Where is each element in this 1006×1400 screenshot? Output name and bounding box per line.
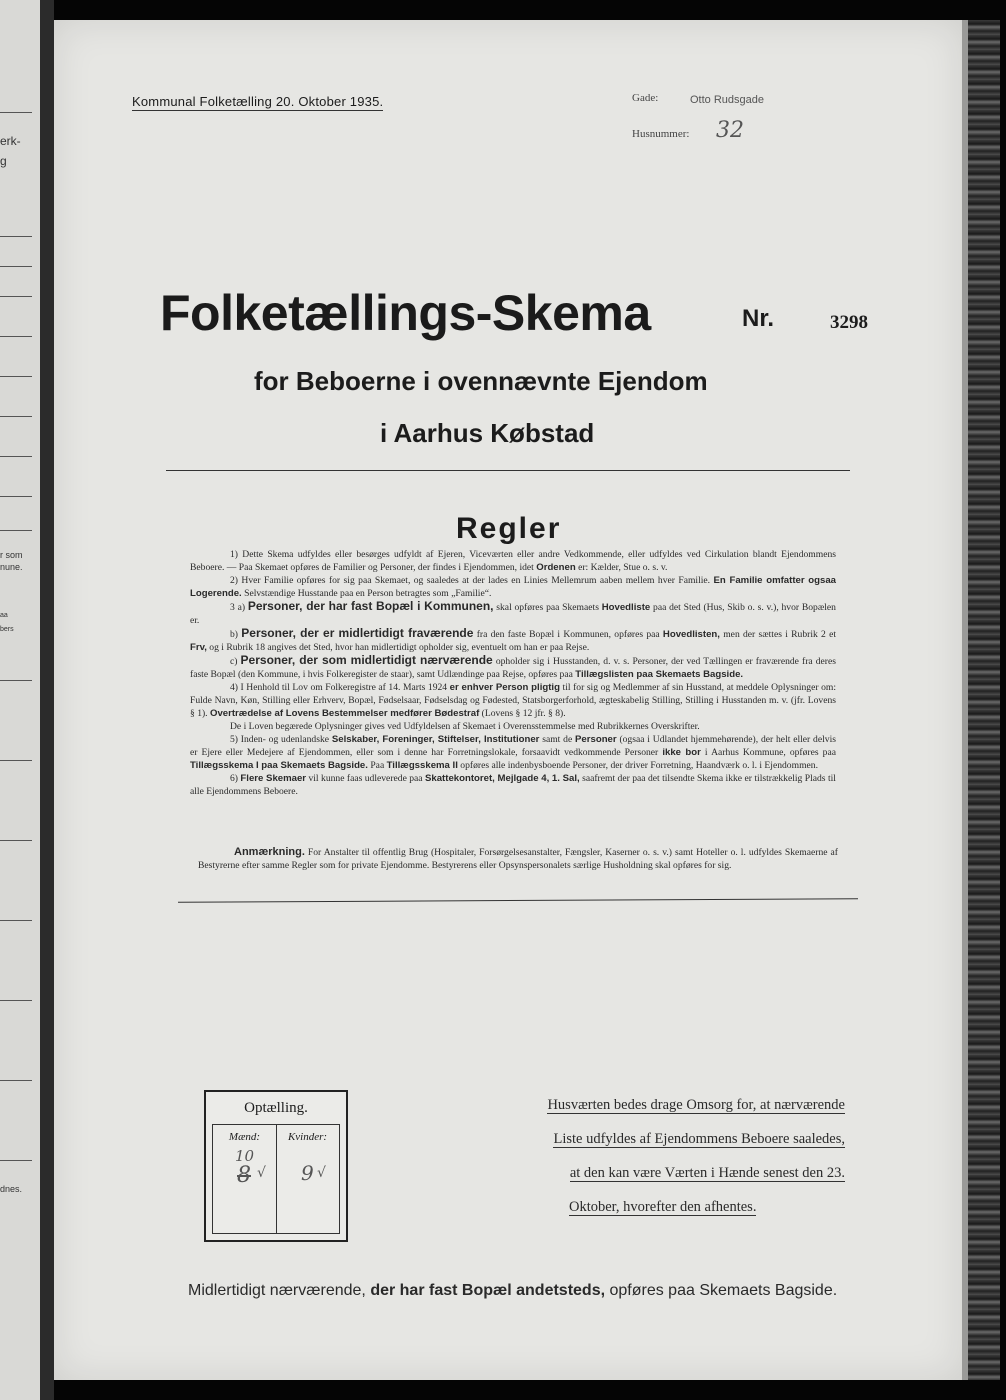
left-page-fragment: r som [0, 550, 23, 560]
page-edge [962, 20, 968, 1380]
rule-4: 4) I Henhold til Lov om Folkeregistre af 14. Marts 1924 er enhver Person pligtig til for sig og Medlemmer af sin Husstand, at meddele Oplysninger om: Fulde Navn, Køn, Stilling eller Erhverv, Bopæl, Fødselsaar, Fødselsdag og Fødested, Statsborgerforhold, ægteskabelig Stilling, Stilling i Husstanden m. v. (jfr. Lovens § 1). Overtrædelse af Lovens Bestemmelser medfører Bødestraf (Lovens § 12 jfr. § 8). [190, 682, 837, 719]
women-count: 9 [301, 1161, 314, 1185]
left-page-fragment: dnes. [0, 1184, 23, 1194]
ruled-line [0, 920, 32, 921]
check-mark-icon: √ [317, 1165, 326, 1181]
ruled-line [0, 680, 32, 681]
count-box [204, 1090, 348, 1242]
left-page-edge [0, 0, 40, 1400]
footer-note: Midlertidigt nærværende, der har fast Bopæl andetsteds, opføres paa Skemaets Bagside. [188, 1282, 838, 1299]
remark-body: For Anstalter til offentlig Brug (Hospitaler, Forsørgelsesanstalter, Fængsler, Kaserner o. s. v.) samt Hoteller o. l. udfyldes Skemaerne af Bestyrerne efter samme Regler som for private Ejendomme. Bestyrerens eller Opsynspersonalets særlige Husholdning skal opføres for sig. [198, 847, 838, 871]
remark-label: Anmærkning. [234, 846, 305, 858]
ruled-line [0, 840, 32, 841]
census-title: Kommunal Folketælling 20. Oktober 1935. [132, 94, 384, 109]
women-label: Kvinder: [287, 1131, 328, 1143]
page-gutter [40, 0, 54, 1400]
house-number-value: 32 [716, 118, 744, 143]
notice-line: Oktober, hvorefter den afhentes. [569, 1199, 757, 1215]
notice-line: Husværten bedes drage Omsorg for, at nærværende [547, 1097, 845, 1113]
count-title: Optælling. [244, 1100, 308, 1116]
ruled-line [0, 1160, 32, 1161]
form-number: 3298 [830, 312, 868, 333]
rule-2: 2) Hver Familie opføres for sig paa Skemaet, og saaledes at der lades en Linies Mellemrum aaben mellem hver Familie. En Familie omfatter ogsaa Logerende. Selvstændige Husstande paa en Person betragtes som „Familie“. [190, 575, 837, 599]
form-title: Folketællings-Skema [160, 285, 651, 341]
ruled-line [0, 336, 32, 337]
men-count: 8 [237, 1163, 251, 1188]
rules-heading: Regler [456, 512, 562, 545]
rules-text [190, 548, 836, 798]
men-column [213, 1125, 277, 1233]
men-label: Mænd: [228, 1131, 261, 1143]
ruled-line [0, 496, 32, 497]
ruled-line [0, 376, 32, 377]
landlord-notice [505, 1088, 845, 1224]
ruled-line [0, 416, 32, 417]
remark-text [198, 846, 838, 872]
rule-3b: b) Personer, der er midlertidigt fraværende fra den faste Bopæl i Kommunen, opføres paa Hovedlisten, men der sættes i Rubrik 2 et Frv, og i Rubrik 18 angives det Sted, hvor han midlertidigt opholder sig, eventuelt om han er paa Rejse. [190, 626, 837, 653]
ruled-line [0, 530, 32, 531]
rule-3a: 3 a) Personer, der har fast Bopæl i Kommunen, skal opføres paa Skemaets Hovedliste paa det Sted (Hus, Skib o. s. v.), hvor Bopælen er. [190, 599, 836, 626]
form-municipality: i Aarhus Købstad [380, 418, 595, 448]
left-page-fragment: aa [0, 612, 8, 619]
rule-6: 6) Flere Skemaer vil kunne faas udleverede paa Skattekontoret, Mejlgade 4, 1. Sal, saafremt der paa det tilsendte Skema ikke er tilstrækkelig Plads til alle Ejendommens Beboere. [190, 773, 836, 797]
rule-1: 1) Dette Skema udfyldes eller besørges udfyldt af Ejeren, Viceværten eller andre Vedkommende, eller udfyldes ved Cirkulation blandt Ejendommens Beboere. — Paa Skemaet opføres de Familier og Personer, der findes i Ejendommen, idet Ordenen er: Kælder, Stue o. s. v. [190, 549, 836, 573]
rule-4-note: De i Loven begærede Oplysninger gives ved Udfyldelsen af Skemaet i Overensstemmelse med Rubrikkernes Overskrifter. [230, 721, 700, 732]
left-page-fragment: erk- [0, 134, 21, 148]
ruled-line [0, 1000, 32, 1001]
ruled-line [0, 266, 32, 267]
street-label: Gade: [632, 92, 659, 104]
left-page-fragment: nune. [0, 562, 23, 572]
divider [166, 470, 850, 471]
check-mark-icon: √ [257, 1165, 266, 1181]
ruled-line [0, 112, 32, 113]
left-page-fragment: bers [0, 626, 14, 633]
street-value: Otto Rudsgade [690, 94, 764, 106]
notice-line: at den kan være Værten i Hænde senest den 23. [569, 1165, 845, 1181]
house-number-label: Husnummer: [632, 128, 690, 140]
form-subtitle: for Beboerne i ovennævnte Ejendom [254, 366, 708, 396]
form-number-label: Nr. [742, 305, 775, 332]
count-table [212, 1124, 340, 1234]
ruled-line [0, 456, 32, 457]
notice-line: Liste udfyldes af Ejendommens Beboere saaledes, [553, 1131, 845, 1147]
ruled-line [0, 296, 32, 297]
rule-5: 5) Inden- og udenlandske Selskaber, Foreninger, Stiftelser, Institutioner samt de Personer (ogsaa i Udlandet hjemmehørende), der helt eller delvis er Ejere eller Medejere af Ejendommen, eller som i denne har Forretningslokale, forsaavidt vedkommende Personer ikke bor i Aarhus Kommune, opføres paa Tillægsskema I paa Skemaets Bagside. Paa Tillægsskema II opføres alle indenbysboende Personer, der driver Forretning, Haandværk o. l. i Ejendommen. [190, 734, 836, 771]
ruled-line [0, 1080, 32, 1081]
men-count-original: 10 [235, 1147, 255, 1165]
left-page-fragment: g [0, 154, 7, 168]
ruled-line [0, 236, 32, 237]
ruled-line [0, 760, 32, 761]
rule-3c: c) Personer, der som midlertidigt nærværende opholder sig i Husstanden, d. v. s. Personer, der ved Tællingen er fraværende fra deres faste Bopæl (den Kommune, i hvis Folkeregister de staar), samt Udlændinge paa Rejse, opføres paa Tillægslisten paa Skemaets Bagside. [190, 653, 836, 680]
